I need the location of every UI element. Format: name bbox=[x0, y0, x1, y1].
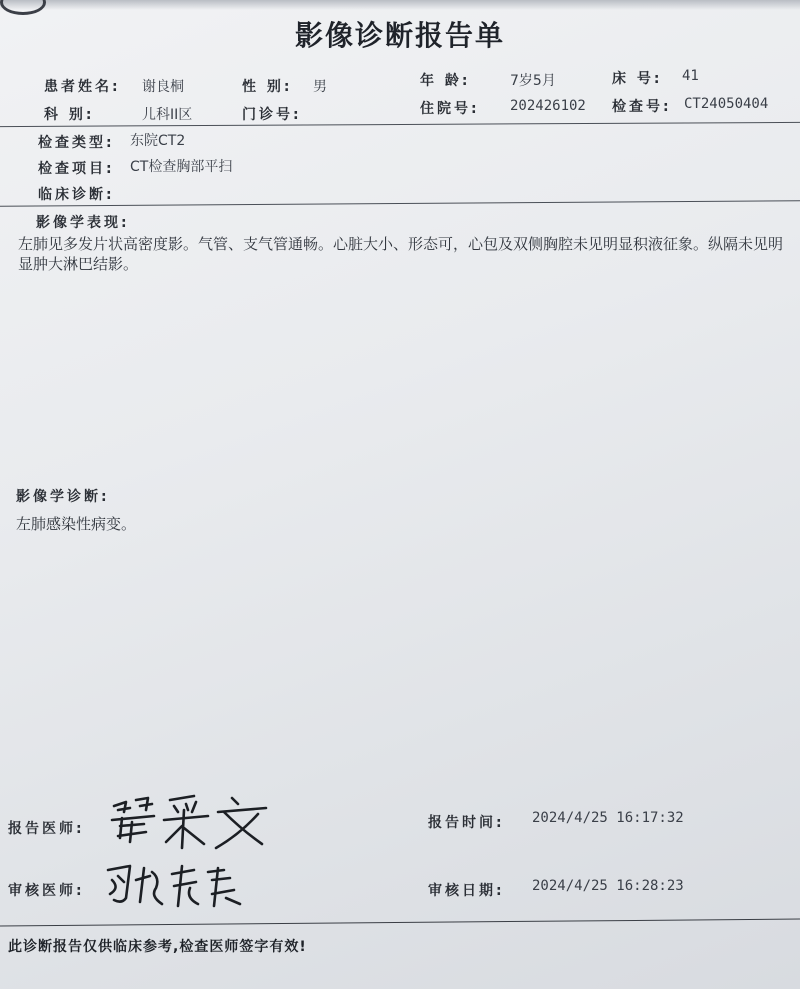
diagnosis-label: 影像学诊断: bbox=[16, 489, 110, 505]
hospital-logo-icon bbox=[0, 0, 46, 15]
report-doctor-label: 报告医师: bbox=[8, 821, 85, 837]
dept-label: 科 别: bbox=[44, 107, 95, 123]
outpatient-label: 门诊号: bbox=[242, 107, 302, 123]
age-label: 年 龄: bbox=[420, 73, 471, 89]
report-doctor-signature bbox=[104, 792, 284, 854]
inpatient-value: 202426102 bbox=[510, 98, 586, 114]
report-time-value: 2024/4/25 16:17:32 bbox=[532, 810, 684, 826]
footer-disclaimer: 此诊断报告仅供临床参考,检查医师签字有效! bbox=[8, 939, 307, 955]
findings-label: 影像学表现: bbox=[36, 215, 130, 231]
review-date-value: 2024/4/25 16:28:23 bbox=[532, 878, 684, 894]
review-date-label: 审核日期: bbox=[428, 883, 505, 899]
patient-name-label: 患者姓名: bbox=[44, 79, 121, 95]
report-title: 影像诊断报告单 bbox=[294, 19, 505, 52]
sex-label: 性 别: bbox=[242, 79, 293, 95]
exam-no-value: CT24050404 bbox=[684, 96, 769, 112]
review-doctor-label: 审核医师: bbox=[8, 883, 85, 899]
exam-no-label: 检查号: bbox=[612, 99, 672, 115]
exam-type-value: 东院CT2 bbox=[130, 133, 186, 149]
diagnosis-text: 左肺感染性病变。 bbox=[16, 515, 137, 533]
header-divider bbox=[0, 122, 800, 127]
inpatient-label: 住院号: bbox=[420, 101, 480, 117]
exam-item-value: CT检查胸部平扫 bbox=[130, 159, 233, 175]
exam-type-label: 检查类型: bbox=[38, 135, 115, 151]
bed-value: 41 bbox=[682, 68, 699, 84]
exam-item-label: 检查项目: bbox=[38, 161, 115, 177]
footer-divider bbox=[0, 919, 800, 927]
bed-label: 床 号: bbox=[612, 71, 663, 87]
paper-shadow bbox=[0, 0, 800, 10]
review-doctor-signature bbox=[100, 858, 250, 914]
findings-text: 左肺见多发片状高密度影。气管、支气管通畅。心脏大小、形态可，心包及双侧胸腔未见明显积液征象。纵隔未见明显肿大淋巴结影。 bbox=[18, 235, 784, 273]
exam-divider bbox=[0, 200, 800, 207]
report-time-label: 报告时间: bbox=[428, 815, 505, 831]
sex-value: 男 bbox=[313, 79, 327, 95]
patient-name: 谢良桐 bbox=[142, 79, 184, 95]
clinical-diagnosis-label: 临床诊断: bbox=[38, 187, 115, 203]
dept-value: 儿科II区 bbox=[142, 107, 193, 123]
age-value: 7岁5月 bbox=[510, 73, 556, 89]
